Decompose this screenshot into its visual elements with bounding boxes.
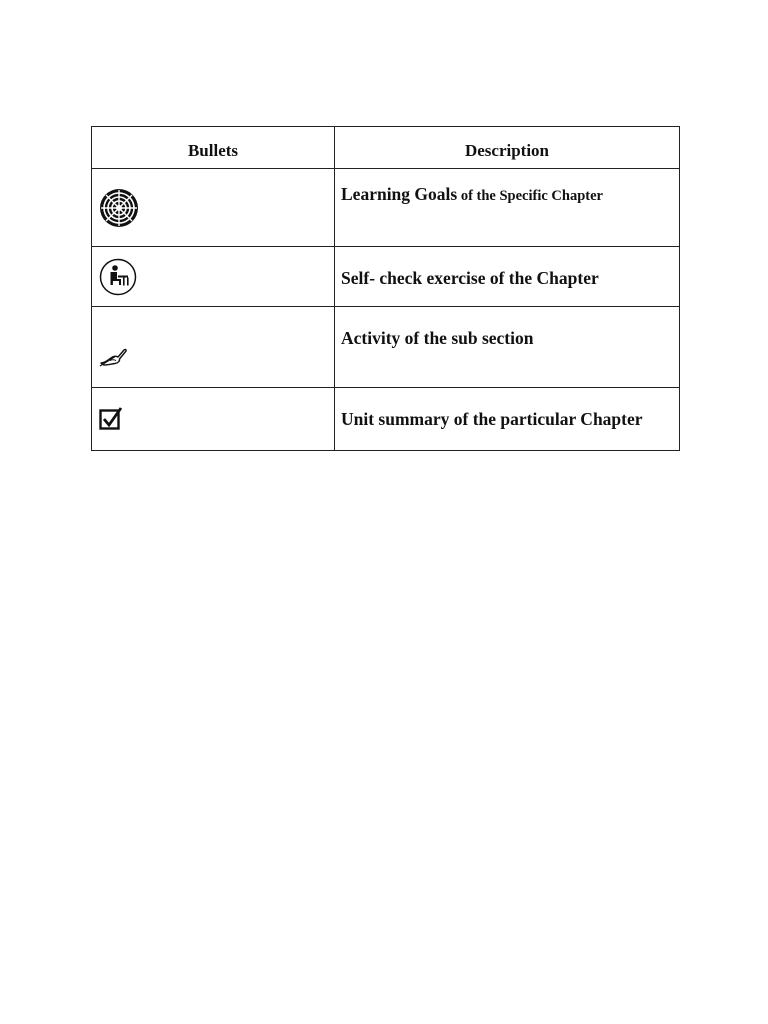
bullet-cell: [92, 169, 335, 247]
description-cell: [335, 169, 680, 247]
description-main: Self- check exercise of the Chapter: [341, 268, 599, 288]
description-cell: [335, 388, 680, 451]
table-row: [92, 169, 680, 247]
person-at-desk-icon: [99, 258, 137, 296]
table-row: [92, 388, 680, 451]
description-cell: [335, 247, 680, 307]
bullet-cell: [92, 307, 335, 388]
writing-hand-icon: [99, 344, 129, 368]
description-main: Unit summary of the particular Chapter: [341, 408, 643, 429]
table-header-row: [92, 127, 680, 169]
target-icon: [99, 188, 139, 228]
bullet-cell: [92, 388, 335, 451]
table-row: [92, 247, 680, 307]
description-rest: of the Specific Chapter: [457, 188, 603, 204]
checkbox-checked-icon: [99, 407, 123, 431]
description-main: Activity of the sub section: [341, 328, 534, 348]
table-row: [92, 307, 680, 388]
header-bullets: Bullets: [92, 127, 335, 169]
bullet-cell: [92, 247, 335, 307]
header-description: Description: [335, 127, 680, 169]
bullet-legend-table: [91, 126, 680, 451]
description-main: Learning Goals: [341, 184, 458, 204]
description-cell: [335, 307, 680, 388]
